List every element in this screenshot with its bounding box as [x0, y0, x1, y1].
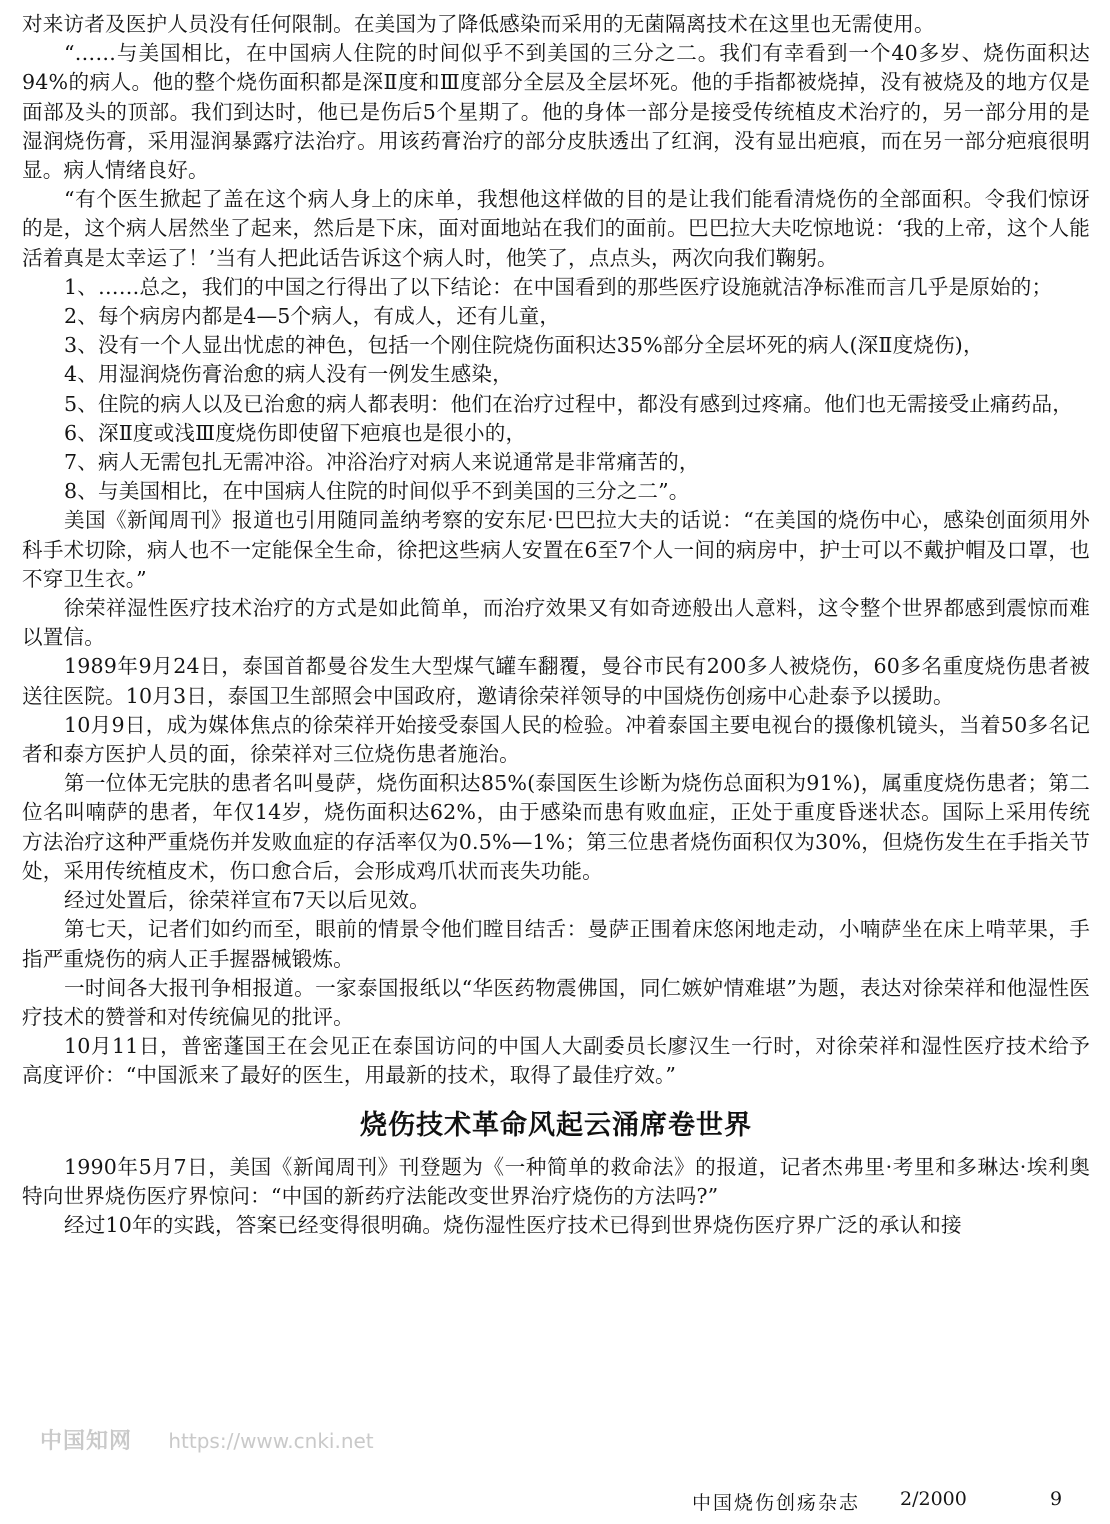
paragraphs-after-heading — [22, 1153, 1090, 1241]
paragraph: 3、没有一个人显出忧虑的神色，包括一个刚住院烧伤面积达35%部分全层坏死的病人(深Ⅱ度烧伤)， — [64, 333, 984, 358]
watermark-url: https://www.cnki.net — [168, 1429, 374, 1453]
paragraph: 1990年5月7日，美国《新闻周刊》刊登题为《一种简单的救命法》的报道，记者杰弗里·考里和多琳达·埃利奥特向世界烧伤医疗界惊问：“中国的新药疗法能改变世界治疗烧伤的方法吗?” — [22, 1154, 1090, 1208]
paragraph: 对来访者及医护人员没有任何限制。在美国为了降低感染而采用的无菌隔离技术在这里也无需使用。 — [22, 12, 935, 36]
paragraph: 1、……总之，我们的中国之行得出了以下结论：在中国看到的那些医疗设施就洁净标准而言几乎是原始的； — [64, 274, 1053, 299]
cnki-watermark — [40, 1424, 374, 1455]
paragraph: 5、住院的病人以及已治愈的病人都表明：他们在治疗过程中，都没有感到过疼痛。他们也无需接受止痛药品， — [64, 391, 1073, 416]
paragraph: 徐荣祥湿性医疗技术治疗的方式是如此简单，而治疗效果又有如奇迹般出人意料，这令整个世界都感到震惊而难以置信。 — [22, 596, 1090, 650]
paragraph: “有个医生掀起了盖在这个病人身上的床单，我想他这样做的目的是让我们能看清烧伤的全部面积。令我们惊讶的是，这个病人居然坐了起来，然后是下床，面对面地站在我们的面前。巴巴拉大夫吃惊地说：‘我的上帝，这个人能活着真是太幸运了！’当有人把此话告诉这个病人时，他笑了，点点头，两次向我们鞠躬。 — [22, 187, 1090, 270]
paragraph: 10月11日，普密蓬国王在会见正在泰国访问的中国人大副委员长廖汉生一行时，对徐荣祥和湿性医疗技术给予高度评价：“中国派来了最好的医生，用最新的技术，取得了最佳疗效。” — [22, 1034, 1090, 1088]
paragraph: 经过10年的实践，答案已经变得很明确。烧伤湿性医疗技术已得到世界烧伤医疗界广泛的承认和接 — [64, 1212, 962, 1237]
paragraph: 10月9日，成为媒体焦点的徐荣祥开始接受泰国人民的检验。冲着泰国主要电视台的摄像机镜头，当着50多名记者和泰方医护人员的面，徐荣祥对三位烧伤患者施治。 — [22, 712, 1090, 767]
footer-journal-name: 中国烧伤创疡杂志 — [692, 1492, 861, 1514]
paragraph: 美国《新闻周刊》报道也引用随同盖纳考察的安东尼·巴巴拉大夫的话说：“在美国的烧伤中心，感染创面须用外科手术切除，病人也不一定能保全生命，徐把这些病人安置在6至7个人一间的病房中，护士可以不戴护帽及口罩，也不穿卫生衣。” — [22, 508, 1090, 591]
paragraph: 8、与美国相比，在中国病人住院的时间似乎不到美国的三分之二”。 — [64, 479, 690, 504]
paragraph: “……与美国相比，在中国病人住院的时间似乎不到美国的三分之二。我们有幸看到一个40多岁、烧伤面积达94%的病人。他的整个烧伤面积都是深Ⅱ度和Ⅲ度部分全层及全层坏死。他的手指都被烧掉，没有被烧及的地方仅是面部及头的顶部。我们到达时，他已是伤后5个星期了。他的身体一部分是接受传统植皮术治疗的，另一部分用的是湿润烧伤膏，采用湿润暴露疗法治疗。用该药膏治疗的部分皮肤透出了红润，没有显出疤痕，而在另一部分疤痕很明显。病人情绪良好。 — [22, 41, 1090, 183]
paragraphs-before-heading — [22, 10, 1090, 1091]
footer-page-number: 9 — [1050, 1488, 1063, 1510]
footer-issue: 2/2000 — [900, 1488, 967, 1510]
paragraph: 2、每个病房内都是4—5个病人，有成人，还有儿童， — [64, 304, 561, 329]
paragraph: 第七天，记者们如约而至，眼前的情景令他们瞠目结舌：曼萨正围着床悠闲地走动，小喃萨坐在床上啃苹果，手指严重烧伤的病人正手握器械锻炼。 — [22, 917, 1090, 971]
paragraph: 1989年9月24日，泰国首都曼谷发生大型煤气罐车翻覆，曼谷市民有200多人被烧伤，60多名重度烧伤患者被送往医院。10月3日，泰国卫生部照会中国政府，邀请徐荣祥领导的中国烧伤创疡中心赴泰予以援助。 — [22, 654, 1090, 708]
paragraph: 6、深Ⅱ度或浅Ⅲ度烧伤即使留下疤痕也是很小的， — [64, 420, 527, 445]
paragraph: 4、用湿润烧伤膏治愈的病人没有一例发生感染， — [64, 362, 513, 387]
paragraph: 7、病人无需包扎无需冲浴。冲浴治疗对病人来说通常是非常痛苦的， — [64, 450, 700, 475]
paragraph: 第一位体无完肤的患者名叫曼萨，烧伤面积达85%(泰国医生诊断为烧伤总面积为91%)，属重度烧伤患者；第二位名叫喃萨的患者，年仅14岁，烧伤面积达62%，由于感染而患有败血症，正处于重度昏迷状态。国际上采用传统方法治疗这种严重烧伤并发败血症的存活率仅为0.5%—1%；第三位患者烧伤面积仅为30%，但烧伤发生在手指关节处，采用传统植皮术，伤口愈合后，会形成鸡爪状而丧失功能。 — [22, 771, 1090, 883]
article-body — [22, 10, 1090, 1240]
paragraph: 一时间各大报刊争相报道。一家泰国报纸以“华医药物震佛国，同仁嫉妒情难堪”为题，表达对徐荣祥和他湿性医疗技术的赞誉和对传统偏见的批评。 — [22, 975, 1090, 1029]
section-heading: 烧伤技术革命风起云涌席卷世界 — [360, 1109, 752, 1141]
watermark-name: 中国知网 — [40, 1429, 133, 1454]
paragraph: 经过处置后，徐荣祥宣布7天以后见效。 — [64, 888, 430, 913]
